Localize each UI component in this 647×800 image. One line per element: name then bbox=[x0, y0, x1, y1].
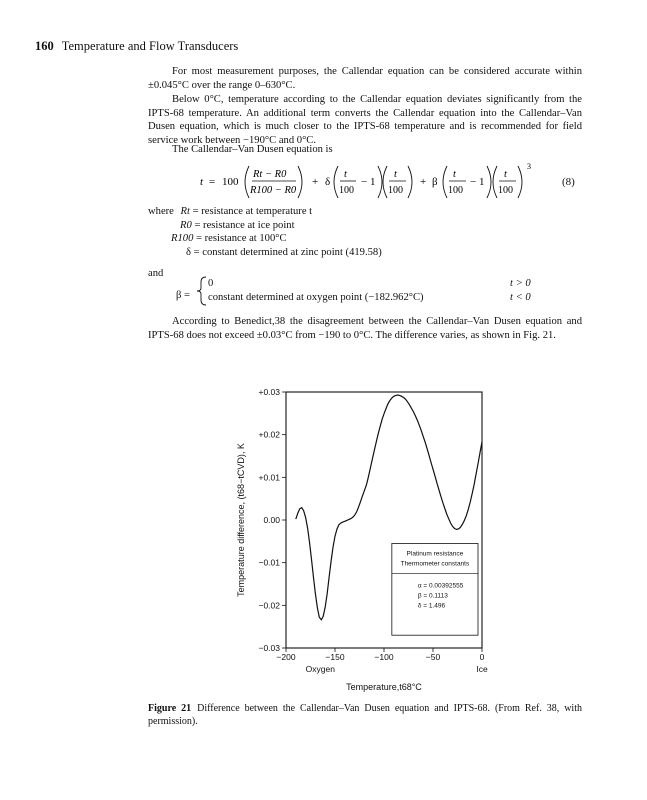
beta-case-1-condition: t > 0 bbox=[510, 278, 531, 289]
where-symbol: δ bbox=[186, 247, 191, 258]
beta-case-2-value: constant determined at oxygen point (−182.962°C) bbox=[208, 292, 424, 303]
and-word: and bbox=[148, 268, 164, 279]
paragraph-1: For most measurement purposes, the Callendar equation can be considered accurate within ±0.045°C over the range 0–630°C. bbox=[148, 66, 582, 91]
where-symbol: R100 bbox=[171, 233, 194, 244]
legend-constant: δ = 1.496 bbox=[417, 602, 446, 610]
beta-brace bbox=[196, 276, 208, 306]
page-number: 160 bbox=[35, 39, 54, 53]
where-row-4 bbox=[186, 246, 382, 260]
y-tick-label: −0.02 bbox=[258, 600, 280, 611]
x-axis-label: Temperature,t68°C bbox=[346, 682, 422, 692]
y-axis-label: Temperature difference, (t68−tCVD), K bbox=[236, 443, 246, 597]
x-tick-label: −100 bbox=[374, 652, 394, 662]
x-tick-label: −50 bbox=[425, 652, 441, 662]
legend-constant: α = 0.00392555 bbox=[417, 582, 464, 590]
eq-minus-one-2: − 1 bbox=[470, 176, 485, 188]
paragraph-2: Below 0°C, temperature according to the Callendar equation deviates significantly from the IPTS-68 temperature. An additional term converts the Callendar equation into the Callendar–Van Dusen equation, which is much closer to the IPTS-68 temperature and is recommended for field service work between −190°C and 0°C. bbox=[148, 94, 582, 147]
where-text: = resistance at ice point bbox=[194, 220, 295, 231]
eq-t-num-4: t bbox=[504, 169, 507, 180]
figure-label: Figure 21 bbox=[148, 703, 192, 714]
callendar-van-dusen-equation bbox=[196, 160, 556, 204]
eq-hundred-4: 100 bbox=[498, 185, 513, 196]
where-symbol: Rt bbox=[180, 206, 190, 217]
eq-beta: β bbox=[432, 176, 438, 188]
where-text: = resistance at 100°C bbox=[196, 233, 287, 244]
where-symbol: R0 bbox=[180, 220, 192, 231]
eq-cube: 3 bbox=[527, 162, 531, 171]
where-text: = constant determined at zinc point (419.58) bbox=[193, 247, 382, 258]
y-tick-label: −0.03 bbox=[258, 643, 280, 653]
equation-number: (8) bbox=[562, 176, 575, 188]
eq-hundred-1: 100 bbox=[339, 185, 354, 196]
where-row-3 bbox=[171, 232, 287, 246]
x-annotation: Oxygen bbox=[305, 664, 335, 674]
figure-21-chart bbox=[228, 378, 518, 698]
figure-caption bbox=[148, 702, 582, 728]
y-tick-label: +0.01 bbox=[258, 472, 280, 483]
eq-denominator: R100 − R0 bbox=[250, 185, 297, 196]
paragraph-4: According to Benedict,38 the disagreement between the Callendar–Van Dusen equation and IPTS-68 does not exceed ±0.03°C from −190 to 0°C. The difference varies, as shown in Fig. 21. bbox=[148, 316, 582, 341]
legend-title-line: Thermometer constants bbox=[400, 560, 470, 568]
legend-title-line: Platinum resistance bbox=[406, 550, 464, 558]
paragraph-3: The Callendar–Van Dusen equation is bbox=[172, 144, 333, 155]
figure-caption-text: Difference between the Callendar–Van Dusen equation and IPTS-68. (From Ref. 38, with permission). bbox=[148, 703, 582, 727]
eq-hundred-3: 100 bbox=[448, 185, 463, 196]
eq-numerator: Rt − R0 bbox=[253, 169, 287, 180]
eq-plus-2: + bbox=[420, 176, 427, 188]
x-annotation: Ice bbox=[476, 664, 488, 674]
legend-constant: β = 0.1113 bbox=[417, 592, 448, 600]
y-tick-label: 0.00 bbox=[263, 515, 280, 525]
eq-t-num-2: t bbox=[394, 169, 397, 180]
x-tick-label: −150 bbox=[325, 652, 345, 662]
eq-hundred-2: 100 bbox=[388, 185, 403, 196]
eq-delta: δ bbox=[325, 176, 331, 188]
beta-lhs: β = bbox=[176, 290, 191, 301]
eq-plus-1: + bbox=[312, 176, 319, 188]
where-row-1: where Rt = resistance at temperature t bbox=[148, 206, 313, 217]
x-tick-label: 0 bbox=[479, 652, 485, 662]
running-header bbox=[35, 39, 238, 54]
y-tick-label: +0.02 bbox=[258, 429, 280, 440]
beta-case-2-condition: t < 0 bbox=[510, 292, 531, 303]
eq-coef: 100 bbox=[222, 176, 239, 188]
beta-case-1-value: 0 bbox=[208, 278, 214, 289]
running-title: Temperature and Flow Transducers bbox=[61, 39, 239, 53]
eq-t: t bbox=[200, 176, 204, 188]
eq-t-num-3: t bbox=[453, 169, 456, 180]
y-tick-label: +0.03 bbox=[258, 387, 280, 397]
eq-minus-one-1: − 1 bbox=[361, 176, 376, 188]
x-tick-label: −200 bbox=[276, 652, 296, 662]
where-text: = resistance at temperature t bbox=[192, 206, 313, 217]
eq-t-num-1: t bbox=[344, 169, 347, 180]
where-row-2 bbox=[180, 219, 295, 233]
eq-equals: = bbox=[209, 176, 216, 188]
y-tick-label: −0.01 bbox=[258, 557, 280, 568]
